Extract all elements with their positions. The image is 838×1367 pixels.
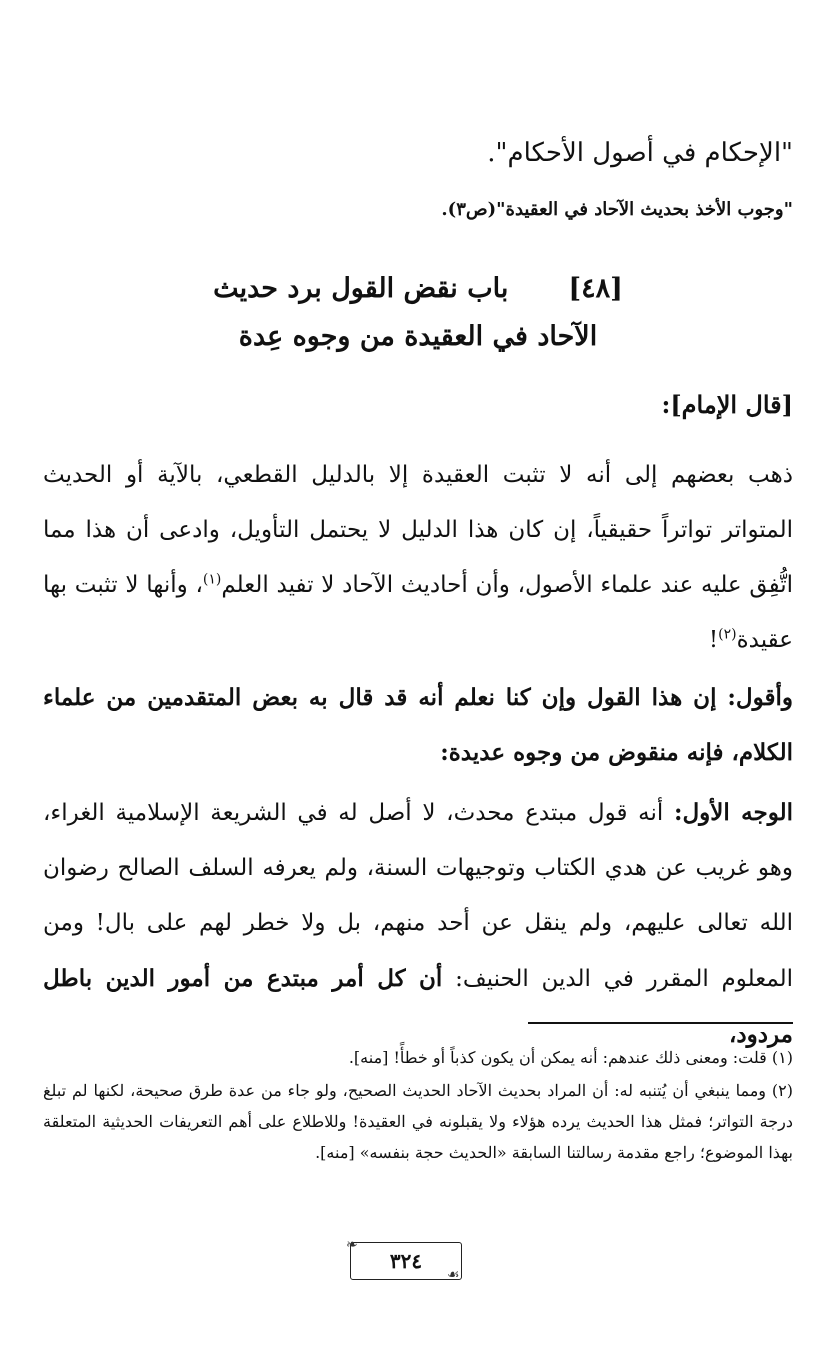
paragraph-3-lead: الوجه الأول: (673, 799, 794, 826)
paragraph-1-text-a: ذهب بعضهم إلى أنه لا تثبت العقيدة إلا بالدليل القطعي، بالآية أو الحديث المتواتر تواتراً حقيقياً، إن كان هذا الدليل لا يحتمل التأويل، وادعى أن هذا مما اتُّفِق عليه عند علماء الأصول، وأن أحاديث الآحاد لا تفيد العلم (43, 462, 793, 598)
reference-line-2: "وجوب الأخذ بحديث الآحاد في العقيدة"(ص٣). (441, 199, 793, 220)
footnote-divider (528, 1022, 793, 1024)
paragraph-2: وأقول: إن هذا القول وإن كنا نعلم أنه قد قال به بعض المتقدمين من علماء الكلام، فإنه منقوض من وجوه عديدة: (43, 684, 793, 766)
chapter-heading (118, 265, 718, 361)
chapter-title-line2: الآحاد في العقيدة من وجوه عِدة (238, 321, 598, 352)
section-label: [قال الإمام]: (661, 390, 793, 419)
paragraph-1-text-b: ، وأنها لا تثبت بها عقيدة (43, 572, 793, 653)
paragraph-3-bold: أن كل أمر مبتدع من أمور الدين باطل مردود، (43, 965, 793, 1048)
reference-line-1: "الإحكام في أصول الأحكام". (487, 138, 793, 168)
footnote-2: (٢) ومما ينبغي أن يُتنبه له: أن المراد بحديث الآحاد الحديث الصحيح، ولو جاء من عدة طرق صحيحة، لكنها لم تبلغ درجة التواتر؛ فمثل هذا الحديث يرده هؤلاء ولا يقبلونه في العقيدة! وللاطلاع على أهم التعريفات الحديثية المتعلقة بهذا الموضوع؛ راجع مقدمة رسالتنا السابقة «الحديث حجة بنفسه» [منه]. (43, 1081, 793, 1162)
chapter-title-line1: باب نقض القول برد حديث (213, 273, 509, 304)
ornament-icon: ❧ (346, 1237, 358, 1253)
footnote-ref-1: (١) (202, 571, 222, 588)
page-number (350, 1242, 462, 1283)
footnotes (43, 1042, 793, 1170)
paragraph-3-text-a: أنه قول مبتدع محدث، لا أصل له في الشريعة الإسلامية الغراء، وهو غريب عن هدي الكتاب وتوجيهات السنة، ولم يعرفه السلف الصالح رضوان الله تعالى عليهم، ولم ينقل عن أحد منهم، بل ولا خطر لهم على بال! ومن المعلوم المقرر في الدين الحنيف: (43, 800, 794, 992)
chapter-number: [٤٨] (568, 273, 623, 304)
footnote-1: (١) قلت: ومعنى ذلك عندهم: أنه يمكن أن يكون كذباً أو خطأً! [منه]. (348, 1048, 793, 1067)
ornament-icon: ☙ (447, 1267, 460, 1283)
paragraph-1 (43, 448, 793, 668)
footnote-ref-2: (٢) (718, 626, 737, 643)
page-number-text: ٣٢٤ (389, 1249, 423, 1273)
paragraph-1-text-c: ! (708, 627, 719, 653)
